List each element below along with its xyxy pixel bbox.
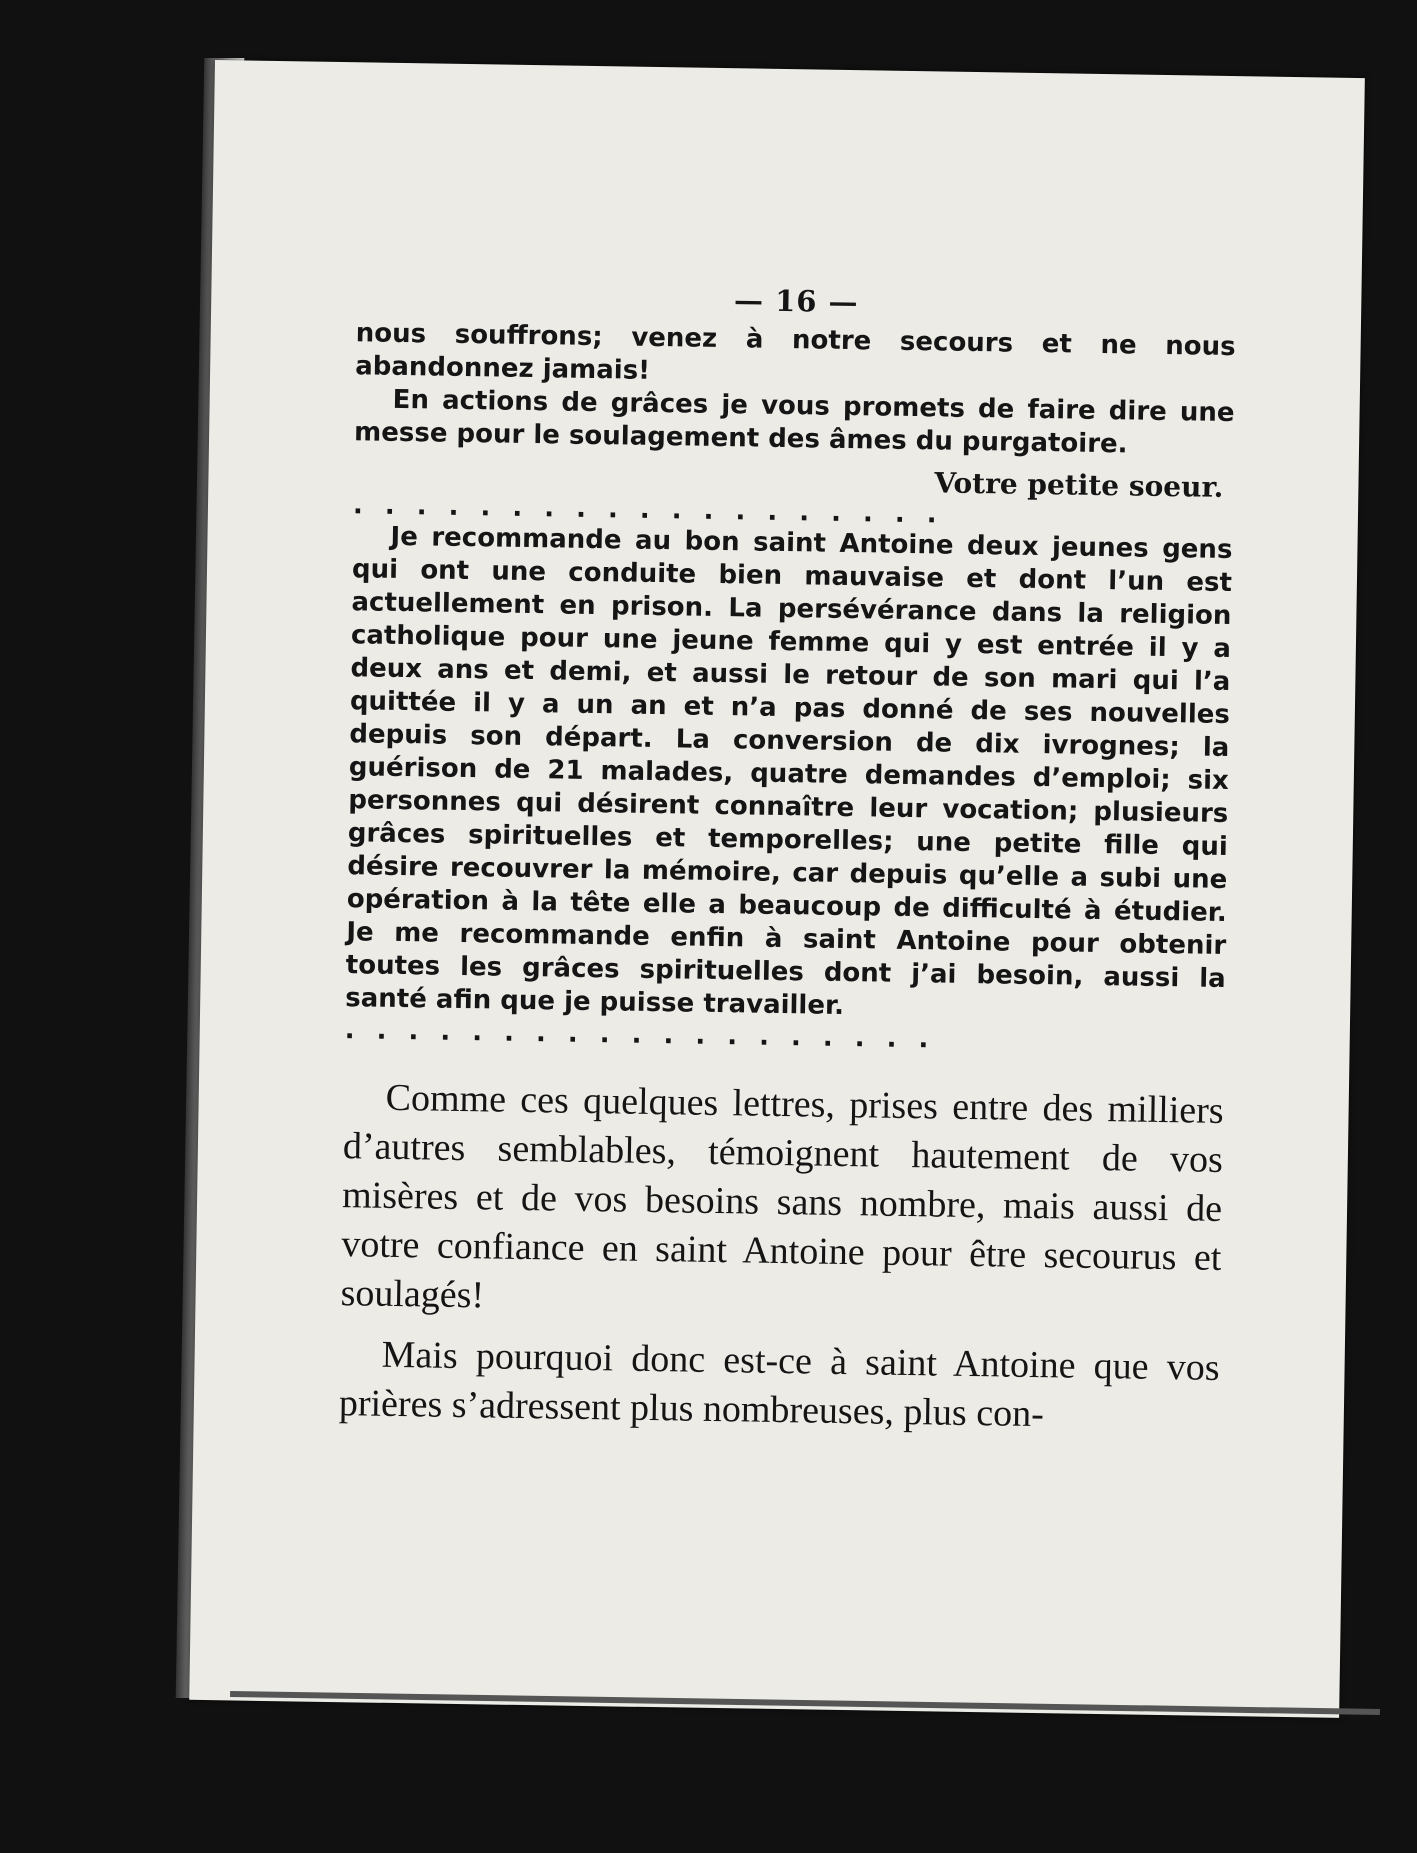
body-paragraph-1: Comme ces quelques lettres, prises entre des milliers d’autres semblables, témoignent hautement de vos misères et de vos besoins sans nombre, mais aussi de votre confiance en saint Antoine pour être secourus et soulagés! (340, 1076, 1224, 1317)
letter-paragraph-1: nous souffrons; venez à notre secours et ne nous abandonnez jamais! (354, 318, 1236, 386)
second-letter-paragraph: Je recommande au bon saint Antoine deux jeunes gens qui ont une conduite bien mauvaise et dont l’un est actuellement en prison. La persévérance dans la religion catholique pour une jeune femme qui y est entrée il y a deux ans et demi, et aussi le retour de son mari qui l’a quittée il y a un an et n’a pas donné de ses nouvelles depuis son départ. La conversion de dix ivrognes; la guérison de 21 malades, quatre demandes d’emploi; six personnes qui désirent connaître leur vocation; plusieurs grâces spirituelles et temporelles; une petite fille qui désire recouvrer la mémoire, car depuis qu’elle a subi une opération à la tête elle a beaucoup de difficulté à étudier. Je me recommande enfin à saint Antoine pour obtenir toutes les grâces spirituelles dont j’ai besoin, aussi la santé afin que je puisse travailler. (345, 521, 1233, 1021)
letter-signature: Votre petite soeur. (934, 466, 1224, 504)
separator-dots-1: ................... (352, 490, 959, 530)
separator-dots-2: ................... (344, 1015, 951, 1055)
page-text-block (339, 277, 1237, 1442)
book-page (189, 60, 1365, 1718)
letter-paragraph-2: En actions de grâces je vous promets de faire dire une messe pour le soulagement des âmes du purgatoire. (353, 384, 1235, 460)
body-paragraph-2: Mais pourquoi donc est-ce à saint Antoine que vos prières s’adressent plus nombreuses, plus con- (338, 1333, 1220, 1436)
page-number: — 16 — (733, 283, 859, 320)
